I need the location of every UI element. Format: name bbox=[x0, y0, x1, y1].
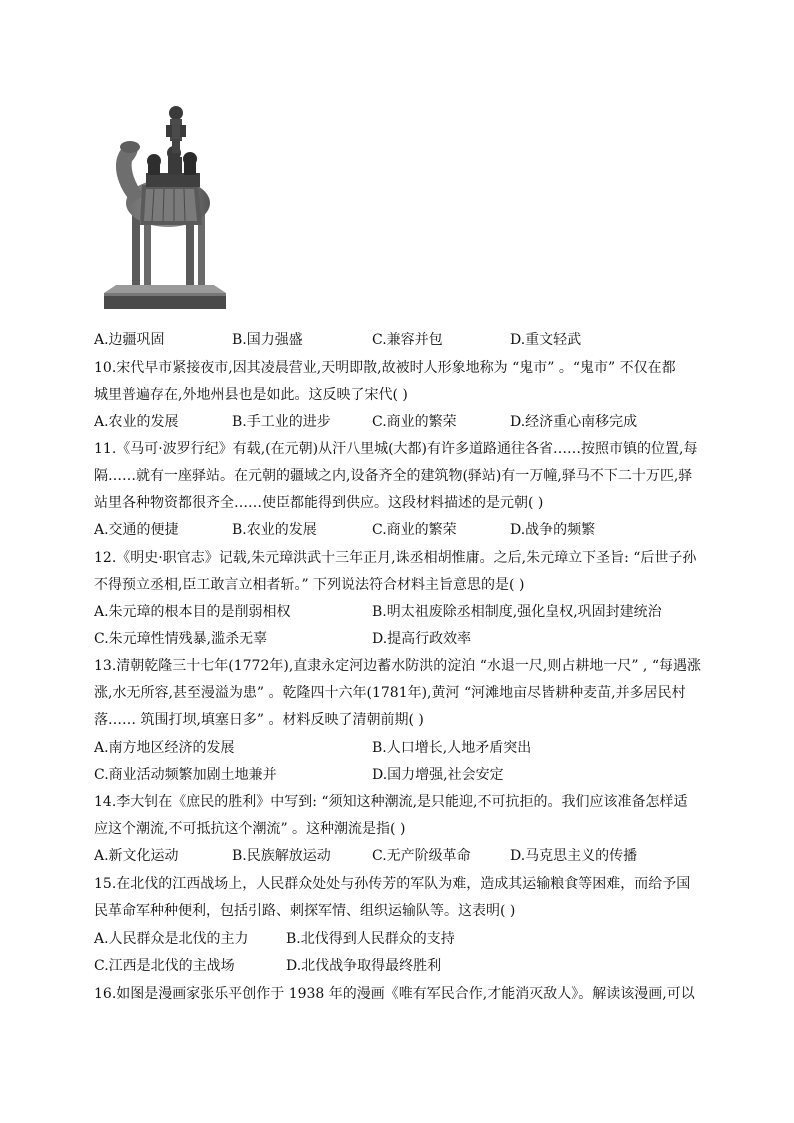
q10-option-a[interactable]: A.农业的发展 bbox=[94, 414, 179, 430]
q13-stem-line-3: 落…… 筑围打坝,填塞日多” 。材料反映了清朝前期( ) bbox=[94, 712, 424, 728]
q15-stem-line-1: 15.在北伐的江西战场上，人民群众处处与孙传芳的军队为难，造成其运输粮食等困难，而给予国 bbox=[94, 876, 691, 892]
q15-option-b[interactable]: B.北伐得到人民群众的支持 bbox=[286, 931, 455, 947]
q11-stem-line-1: 11.《马可·波罗行纪》有载,(在元朝)从汗八里城(大都)有许多道路通往各省……按照市镇的位置,每 bbox=[94, 441, 698, 457]
q13-options-row-1 bbox=[94, 738, 714, 758]
q12-option-d[interactable]: D.提高行政效率 bbox=[372, 631, 472, 647]
q9-options bbox=[94, 330, 714, 350]
q10-options bbox=[94, 412, 714, 432]
q14-option-c[interactable]: C.无产阶级革命 bbox=[372, 848, 471, 864]
q11-stem-line-3: 站里各种物资都很齐全……使臣都能得到供应。这段材料描述的是元朝( ) bbox=[94, 495, 544, 511]
q11-option-d[interactable]: D.战争的频繁 bbox=[510, 522, 596, 538]
q13-option-c[interactable]: C.商业活动频繁加剧土地兼并 bbox=[94, 767, 277, 783]
q9-option-c[interactable]: C.兼容并包 bbox=[372, 332, 443, 348]
q11-option-b[interactable]: B.农业的发展 bbox=[232, 522, 317, 538]
q15-option-d[interactable]: D.北伐战争取得最终胜利 bbox=[286, 958, 442, 974]
q13-option-d[interactable]: D.国力增强,社会安定 bbox=[372, 767, 504, 783]
q10-stem-line-2: 城里普遍存在,外地州县也是如此。这反映了宋代( ) bbox=[94, 387, 408, 403]
q13-option-a[interactable]: A.南方地区经济的发展 bbox=[94, 740, 235, 756]
q11-option-c[interactable]: C.商业的繁荣 bbox=[372, 522, 457, 538]
q15-options-row-2 bbox=[94, 956, 714, 976]
q11-stem-line-2: 隔……就有一座驿站。在元朝的疆域之内,设备齐全的建筑物(驿站)有一万幢,驿马不下二十万匹,驿 bbox=[94, 468, 693, 484]
q15-option-c[interactable]: C.江西是北伐的主战场 bbox=[94, 958, 235, 974]
q13-stem-line-2: 涨,水无所容,甚至漫溢为患” 。乾隆四十六年(1781年),黄河 “河滩地亩尽皆耕种麦苗,并多居民村 bbox=[94, 685, 686, 701]
q9-option-a[interactable]: A.边疆巩固 bbox=[94, 332, 165, 348]
q15-options-row-1 bbox=[94, 929, 714, 949]
q11-option-a[interactable]: A.交通的便捷 bbox=[94, 522, 179, 538]
q10-stem-line-1: 10.宋代早市紧接夜市,因其凌晨营业,天明即散,故被时人形象地称为 “鬼市” 。“鬼市” 不仅在都 bbox=[94, 360, 676, 376]
q13-options-row-2 bbox=[94, 765, 714, 785]
q14-stem-line-2: 应这个潮流,不可抵抗这个潮流” 。这种潮流是指( ) bbox=[94, 821, 406, 837]
q13-stem-line-1: 13.清朝乾隆三十七年(1772年),直隶永定河边蓄水防洪的淀泊 “水退一尺,则占耕地一尺” , “每遇涨 bbox=[94, 658, 701, 674]
q12-option-a[interactable]: A.朱元璋的根本目的是削弱相权 bbox=[94, 604, 291, 620]
q12-stem-line-1: 12.《明史·职官志》记载,朱元璋洪武十三年正月,诛丞相胡惟庸。之后,朱元璋立下圣旨: “后世子孙 bbox=[94, 550, 697, 566]
camel-figurine-image bbox=[102, 95, 228, 315]
q9-option-b[interactable]: B.国力强盛 bbox=[232, 332, 303, 348]
q10-option-b[interactable]: B.手工业的进步 bbox=[232, 414, 331, 430]
q14-options bbox=[94, 846, 714, 866]
q14-stem-line-1: 14.李大钊在《庶民的胜利》中写到: “须知这种潮流,是只能迎,不可抗拒的。我们应该准备怎样适 bbox=[94, 794, 688, 810]
q10-option-d[interactable]: D.经济重心南移完成 bbox=[510, 414, 638, 430]
q16-stem-line-1: 16.如图是漫画家张乐平创作于 1938 年的漫画《唯有军民合作,才能消灭敌人》。解读该漫画,可以 bbox=[94, 986, 695, 1002]
q12-options-row-2 bbox=[94, 629, 714, 649]
q12-option-c[interactable]: C.朱元璋性情残暴,滥杀无辜 bbox=[94, 631, 268, 647]
q13-option-b[interactable]: B.人口增长,人地矛盾突出 bbox=[372, 740, 532, 756]
q12-option-b[interactable]: B.明太祖废除丞相制度,强化皇权,巩固封建统治 bbox=[372, 604, 662, 620]
q9-option-d[interactable]: D.重文轻武 bbox=[510, 332, 582, 348]
q14-option-d[interactable]: D.马克思主义的传播 bbox=[510, 848, 638, 864]
q11-options bbox=[94, 520, 714, 540]
q14-option-b[interactable]: B.民族解放运动 bbox=[232, 848, 331, 864]
q12-stem-line-2: 不得预立丞相,臣工敢言立相者斩。” 下列说法符合材料主旨意思的是( ) bbox=[94, 577, 525, 593]
q10-option-c[interactable]: C.商业的繁荣 bbox=[372, 414, 457, 430]
q15-stem-line-2: 民革命军种种便利，包括引路、刺探军情、组织运输队等。这表明( ) bbox=[94, 903, 516, 919]
q12-options-row-1 bbox=[94, 602, 714, 622]
q14-option-a[interactable]: A.新文化运动 bbox=[94, 848, 179, 864]
q15-option-a[interactable]: A.人民群众是北伐的主力 bbox=[94, 931, 249, 947]
